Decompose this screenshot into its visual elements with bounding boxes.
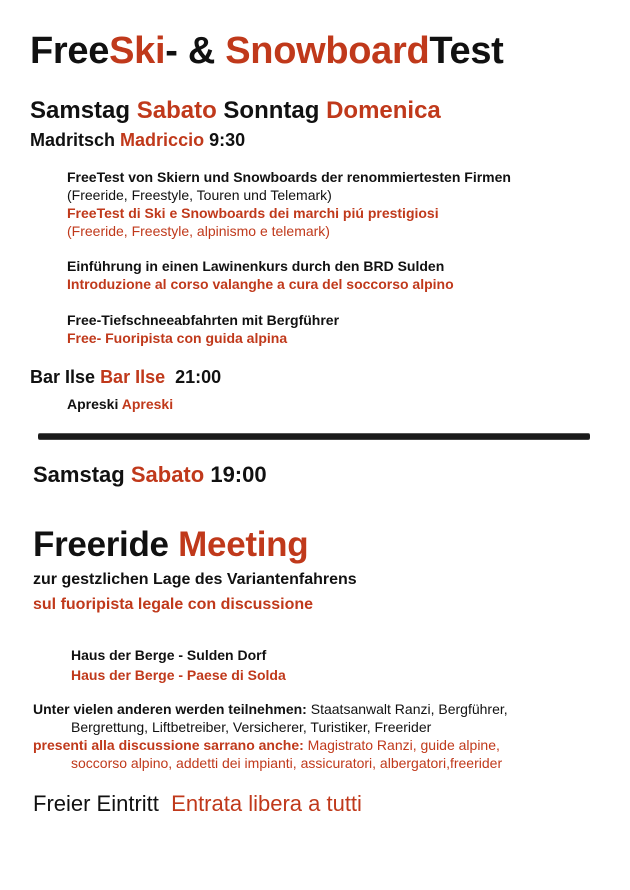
meeting-location-de: Haus der Berge - Sulden Dorf: [71, 647, 267, 663]
section-divider: [38, 434, 590, 439]
meeting-title: Freeride Meeting: [33, 525, 309, 564]
item-3-de: Free-Tiefschneeabfahrten mit Bergführer: [67, 312, 340, 328]
meeting-sub-de: zur gestzlichen Lage des Variantenfahrens: [33, 571, 357, 588]
weekend-location: Madritsch Madriccio 9:30: [30, 130, 246, 150]
saturday-heading: Samstag Sabato 19:00: [33, 462, 267, 487]
bar-heading: Bar Ilse Bar Ilse 21:00: [30, 367, 222, 387]
entry-line: Freier Eintritt Entrata libera a tutti: [33, 791, 362, 816]
page-title: FreeSki- & SnowboardTest: [30, 30, 504, 72]
item-2-it: Introduzione al corso valanghe a cura del soccorso alpino: [67, 276, 454, 292]
item-1-it-sub: (Freeride, Freestyle, alpinismo e telemark): [67, 223, 330, 239]
item-2-de: Einführung in einen Lawinenkurs durch den BRD Sulden: [67, 258, 445, 274]
item-3-it: Free- Fuoripista con guida alpina: [67, 330, 288, 346]
participants-it-line-2: soccorso alpino, addetti dei impianti, assicuratori, albergatori,freerider: [71, 755, 503, 771]
apreski-line: Apreski Apreski: [67, 396, 174, 412]
weekend-days-heading: Samstag Sabato Sonntag Domenica: [30, 97, 441, 124]
item-1-de: FreeTest von Skiern und Snowboards der renommiertesten Firmen: [67, 169, 511, 185]
meeting-sub-it: sul fuoripista legale con discussione: [33, 596, 314, 613]
participants-de-line-2: Bergrettung, Liftbetreiber, Versicherer, Turistiker, Freerider: [71, 719, 432, 735]
meeting-location-it: Haus der Berge - Paese di Solda: [71, 667, 286, 683]
item-1-de-sub: (Freeride, Freestyle, Touren und Telemark): [67, 187, 332, 203]
item-1-it: FreeTest di Ski e Snowboards dei marchi piú prestigiosi: [67, 205, 439, 221]
participants-it-line-1: presenti alla discussione sarrano anche: Magistrato Ranzi, guide alpine,: [33, 737, 500, 753]
participants-de-line-1: Unter vielen anderen werden teilnehmen: Staatsanwalt Ranzi, Bergführer,: [33, 701, 508, 717]
